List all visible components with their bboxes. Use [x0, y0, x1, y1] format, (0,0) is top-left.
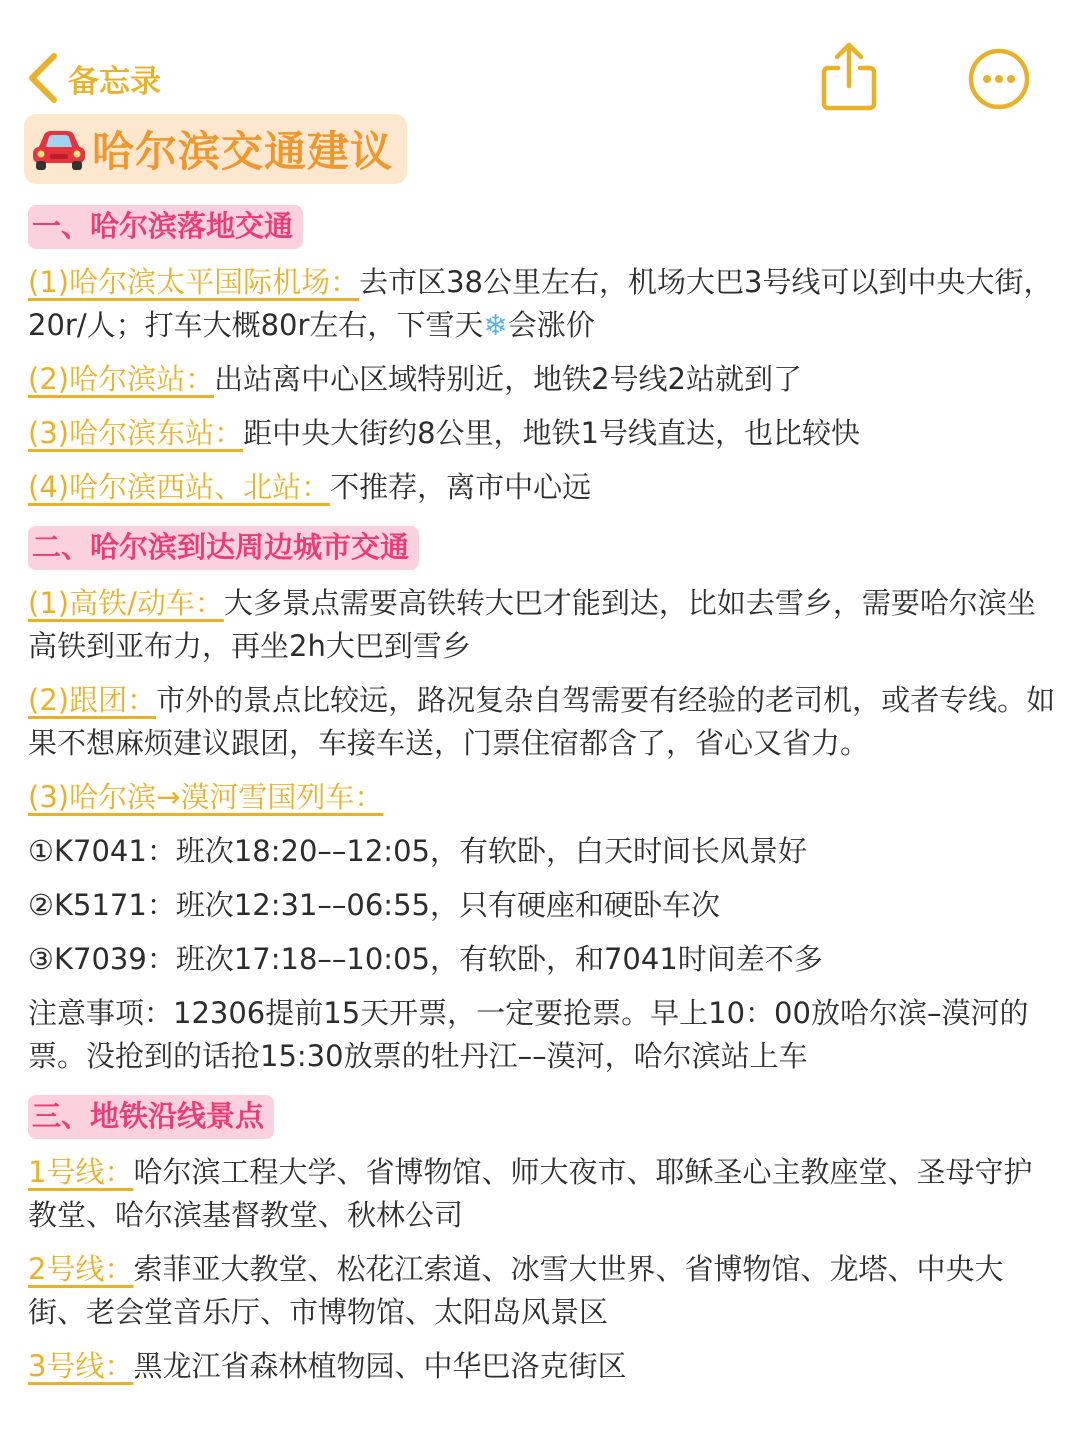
paragraph	[28, 1345, 1058, 1388]
paragraph	[28, 1151, 1058, 1237]
item-label: (2)哈尔滨站：	[28, 362, 215, 396]
car-icon	[30, 127, 88, 171]
page-title: 哈尔滨交通建议	[92, 127, 394, 176]
item-text: 索菲亚大教堂、松花江索道、冰雪大世界、省博物馆、龙塔、中央大街、老会堂音乐厅、市博物馆、太阳岛风景区	[28, 1252, 1004, 1329]
item-text: 距中央大街约8公里，地铁1号线直达，也比较快	[243, 416, 860, 450]
paragraph	[28, 776, 1058, 819]
item-label: (2)跟团：	[28, 683, 157, 717]
paragraph	[28, 261, 1058, 347]
item-text: 不推荐，离市中心远	[330, 470, 592, 504]
paragraph	[28, 582, 1058, 668]
item-text: 黑龙江省森林植物园、中华巴洛克街区	[133, 1349, 627, 1383]
paragraph	[28, 412, 1058, 455]
item-label: (1)哈尔滨太平国际机场：	[28, 265, 360, 299]
item-label: 1号线：	[28, 1155, 134, 1189]
item-text: 大多景点需要高铁转大巴才能到达，比如去雪乡，需要哈尔滨坐高铁到亚布力，再坐2h大巴到雪乡	[28, 586, 1036, 663]
share-icon[interactable]	[820, 42, 878, 112]
note-body	[28, 205, 1058, 1388]
paragraph	[28, 466, 1058, 509]
item-text: 出站离中心区域特别近，地铁2号线2站就到了	[214, 362, 802, 396]
chevron-left-icon	[26, 52, 60, 104]
more-icon[interactable]	[968, 48, 1030, 110]
item-label: 2号线：	[28, 1252, 134, 1286]
train-item: ①K7041：班次18:20––12:05，有软卧，白天时间长风景好	[28, 834, 807, 868]
item-label: (1)高铁/动车：	[28, 586, 224, 620]
item-label: 3号线：	[28, 1349, 134, 1383]
section-heading	[28, 205, 1058, 249]
snowflake-icon: ❄	[483, 308, 508, 342]
section-heading-1: 一、哈尔滨落地交通	[28, 205, 303, 249]
paragraph	[28, 1248, 1058, 1334]
section-heading-3: 三、地铁沿线景点	[28, 1095, 274, 1139]
item-label: (4)哈尔滨西站、北站：	[28, 470, 331, 504]
train-item: ③K7039：班次17:18––10:05，有软卧，和7041时间差不多	[28, 942, 823, 976]
nav-bar	[0, 0, 1080, 110]
paragraph	[28, 358, 1058, 401]
item-text: 哈尔滨工程大学、省博物馆、师大夜市、耶稣圣心主教座堂、圣母守护教堂、哈尔滨基督教堂、秋林公司	[28, 1155, 1033, 1232]
back-label: 备忘录	[68, 63, 161, 100]
train-item: ②K5171：班次12:31––06:55，只有硬座和硬卧车次	[28, 888, 720, 922]
section-heading-2: 二、哈尔滨到达周边城市交通	[28, 526, 419, 570]
item-label: (3)哈尔滨→漠河雪国列车：	[28, 780, 384, 814]
item-text: 去市区38公里左右，机场大巴3号线可以到中央大街，20r/人；打车大概80r左右，下雪天	[28, 265, 1053, 342]
back-button[interactable]	[26, 52, 161, 104]
section-heading	[28, 1095, 1058, 1139]
note-title	[24, 114, 407, 184]
section-heading	[28, 526, 1058, 570]
note-text: 注意事项：12306提前15天开票，一定要抢票。早上10：00放哈尔滨–漠河的票。没抢到的话抢15:30放票的牡丹江––漠河，哈尔滨站上车	[28, 996, 1029, 1073]
item-label: (3)哈尔滨东站：	[28, 416, 244, 450]
item-text: 市外的景点比较远，路况复杂自驾需要有经验的老司机，或者专线。如果不想麻烦建议跟团，车接车送，门票住宿都含了，省心又省力。	[28, 683, 1056, 760]
item-text-tail: 会涨价	[507, 308, 595, 342]
paragraph	[28, 679, 1058, 765]
